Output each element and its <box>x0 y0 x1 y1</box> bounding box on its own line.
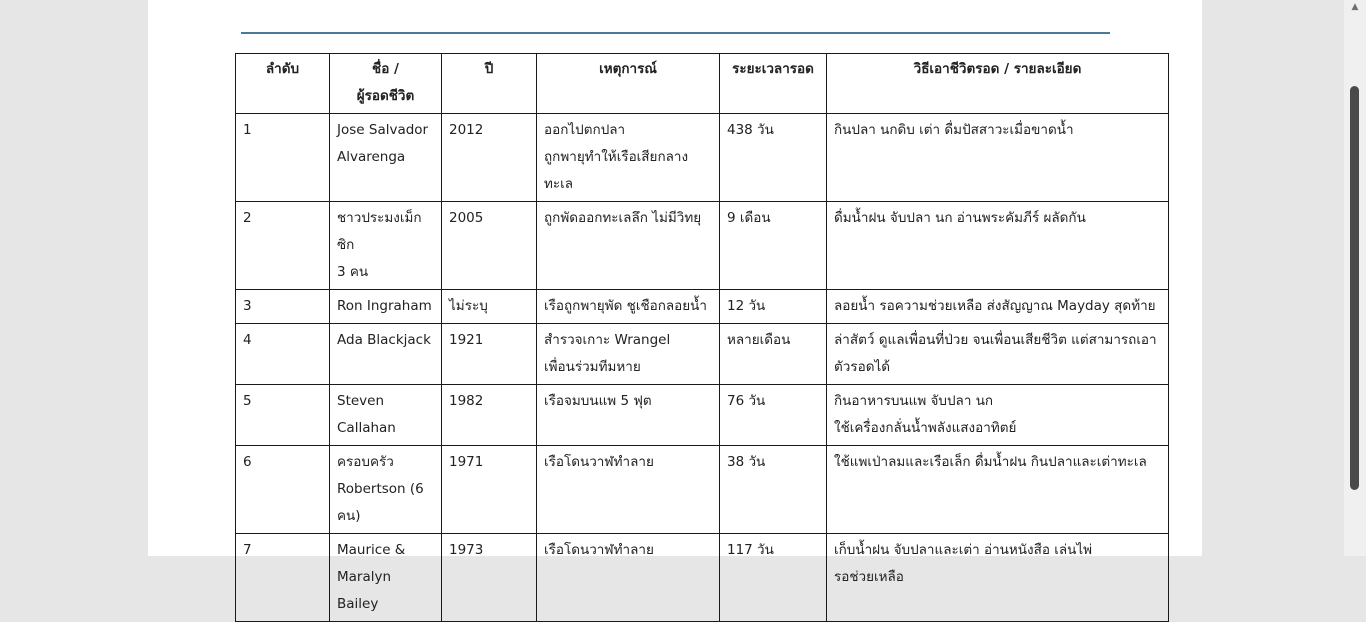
table-row <box>236 114 1169 202</box>
cell-event <box>537 324 720 385</box>
cell-text: เก็บน้ำฝน จับปลาและเต่า อ่านหนังสือ เล่นไพ่ <box>834 542 1093 558</box>
cell-duration: 438 วัน <box>720 114 827 202</box>
cell-details <box>827 446 1169 534</box>
cell-duration: 76 วัน <box>720 385 827 446</box>
cell-details <box>827 114 1169 202</box>
cell-text: Maralyn Bailey <box>337 569 392 612</box>
table-row <box>236 324 1169 385</box>
cell-event <box>537 385 720 446</box>
cell-duration: หลายเดือน <box>720 324 827 385</box>
cell-year: 1971 <box>442 446 537 534</box>
header-text: ลำดับ <box>265 61 300 77</box>
cell-name <box>330 385 442 446</box>
table-header-row <box>236 54 1169 114</box>
cell-name <box>330 114 442 202</box>
table-row <box>236 290 1169 324</box>
cell-text: Ada Blackjack <box>337 332 431 348</box>
cell-year: 2012 <box>442 114 537 202</box>
cell-name <box>330 446 442 534</box>
header-text: ปี <box>484 61 494 77</box>
cell-text: ดื่มน้ำฝน จับปลา นก อ่านพระคัมภีร์ ผลัดกัน <box>834 210 1086 226</box>
header-text: วิธีเอาชีวิตรอด / รายละเอียด <box>913 61 1082 77</box>
table-row <box>236 202 1169 290</box>
cell-text: เรือจมบนแพ 5 ฟุต <box>544 393 652 409</box>
cell-duration: 117 วัน <box>720 534 827 622</box>
cell-details <box>827 290 1169 324</box>
header-year <box>442 54 537 114</box>
cell-text: ตัวรอดได้ <box>834 359 891 375</box>
cell-text: Steven <box>337 393 385 409</box>
cell-text: เพื่อนร่วมทีมหาย <box>544 359 641 375</box>
cell-duration: 12 วัน <box>720 290 827 324</box>
cell-text: 3 คน <box>337 264 369 280</box>
cell-text: ใช้แพเป่าลมและเรือเล็ก ดื่มน้ำฝน กินปลาและเต่าทะเล <box>834 454 1147 470</box>
cell-details <box>827 324 1169 385</box>
cell-no: 2 <box>236 202 330 290</box>
cell-details <box>827 202 1169 290</box>
cell-name <box>330 290 442 324</box>
cell-year: ไม่ระบุ <box>442 290 537 324</box>
cell-text: ถูกพายุทำให้เรือเสียกลางทะเล <box>544 149 689 192</box>
cell-text: ครอบครัว <box>337 454 394 470</box>
header-name <box>330 54 442 114</box>
cell-name <box>330 202 442 290</box>
header-details <box>827 54 1169 114</box>
cell-name <box>330 324 442 385</box>
cell-text: ลอยน้ำ รอความช่วยเหลือ ส่งสัญญาณ Mayday สุดท้าย <box>834 298 1156 314</box>
cell-text: กินอาหารบนแพ จับปลา นก <box>834 393 994 409</box>
cell-text: ถูกพัดออกทะเลลึก ไม่มีวิทยุ <box>544 210 702 226</box>
cell-text: ใช้เครื่องกลั่นน้ำพลังแสงอาทิตย์ <box>834 420 1017 436</box>
cell-text: เรือโดนวาฬทำลาย <box>544 454 654 470</box>
cell-duration: 38 วัน <box>720 446 827 534</box>
header-text: ชื่อ / <box>372 61 399 77</box>
cell-text: เรือถูกพายุพัด ชูเชือกลอยน้ำ <box>544 298 707 314</box>
cell-no: 3 <box>236 290 330 324</box>
cell-text: Jose Salvador <box>337 122 429 138</box>
cell-text: ออกไปตกปลา <box>544 122 626 138</box>
cell-no: 4 <box>236 324 330 385</box>
header-text: ระยะเวลารอด <box>732 61 814 77</box>
scroll-up-arrow-icon[interactable]: ▲ <box>1351 2 1359 12</box>
horizontal-rule <box>241 32 1110 34</box>
cell-no: 6 <box>236 446 330 534</box>
cell-event <box>537 202 720 290</box>
cell-text: ล่าสัตว์ ดูแลเพื่อนที่ป่วย จนเพื่อนเสียชีวิต แต่สามารถเอา <box>834 332 1157 348</box>
cell-no: 5 <box>236 385 330 446</box>
cell-no: 1 <box>236 114 330 202</box>
cell-name <box>330 534 442 622</box>
cell-text: เรือโดนวาฬทำลาย <box>544 542 654 558</box>
cell-no: 7 <box>236 534 330 622</box>
cell-text: คน) <box>337 508 361 524</box>
cell-text: สำรวจเกาะ Wrangel <box>544 332 671 348</box>
header-text: ผู้รอดชีวิต <box>356 88 415 104</box>
cell-details <box>827 534 1169 622</box>
cell-duration: 9 เดือน <box>720 202 827 290</box>
cell-details <box>827 385 1169 446</box>
header-duration <box>720 54 827 114</box>
cell-text: Callahan <box>337 420 396 436</box>
cell-text: Ron Ingraham <box>337 298 432 314</box>
cell-text: Alvarenga <box>337 149 406 165</box>
cell-text: Robertson (6 <box>337 481 424 497</box>
table-row <box>236 534 1169 622</box>
table-row <box>236 446 1169 534</box>
cell-text: กินปลา นกดิบ เต่า ดื่มปัสสาวะเมื่อขาดน้ำ <box>834 122 1074 138</box>
cell-event <box>537 446 720 534</box>
cell-event <box>537 114 720 202</box>
cell-event <box>537 290 720 324</box>
cell-year: 2005 <box>442 202 537 290</box>
table-row <box>236 385 1169 446</box>
document-page <box>148 0 1202 612</box>
cell-year: 1921 <box>442 324 537 385</box>
cell-text: Maurice & <box>337 542 406 558</box>
survivors-table <box>235 53 1169 622</box>
cell-year: 1973 <box>442 534 537 622</box>
header-no <box>236 54 330 114</box>
header-event <box>537 54 720 114</box>
cell-event <box>537 534 720 622</box>
cell-year: 1982 <box>442 385 537 446</box>
table-body <box>236 114 1169 622</box>
cell-text: ชาวประมงเม็กซิก <box>337 210 422 253</box>
header-text: เหตุการณ์ <box>599 61 657 77</box>
scrollbar-thumb[interactable] <box>1350 86 1359 490</box>
cell-text: รอช่วยเหลือ <box>834 569 904 585</box>
